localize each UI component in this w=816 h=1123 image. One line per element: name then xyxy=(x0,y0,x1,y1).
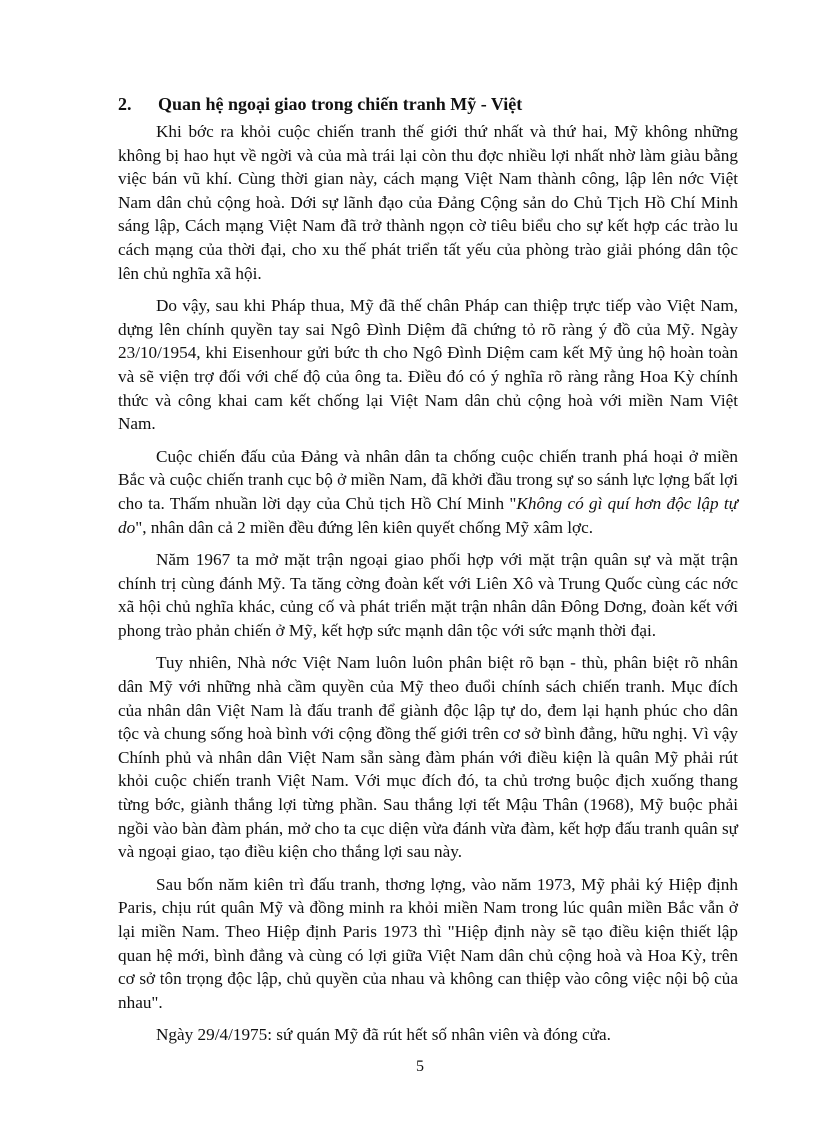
section-heading xyxy=(118,92,738,116)
paragraph-4: Năm 1967 ta mở mặt trận ngoại giao phối hợp với mặt trận quân sự và mặt trận chính trị cùng đánh Mỹ. Ta tăng cờng đoàn kết với Liên Xô và Trung Quốc cùng các nớc xã hội chủ nghĩa khác, củng cố và phát triển mặt trận nhân dân Đông Dơng, đoàn kết với phong trào phản chiến ở Mỹ, kết hợp sức mạnh dân tộc với sức mạnh thời đại. xyxy=(118,550,738,640)
paragraph-3-text: Cuộc chiến đấu của Đảng và nhân dân ta chống cuộc chiến tranh phá hoại ở miền Bắc và cuộc chiến tranh cục bộ ở miền Nam, đã khởi đầu trong sự so sánh lực lợng bất lợi cho ta. Thấm nhuần lời dạy của Chủ tịch Hồ Chí Minh " xyxy=(118,446,738,513)
page-number: 5 xyxy=(416,1058,424,1075)
paragraph-5: Tuy nhiên, Nhà nớc Việt Nam luôn luôn phân biệt rõ bạn - thù, phân biệt rõ nhân dân Mỹ với những nhà cầm quyền của Mỹ theo đuổi chính sách chiến tranh. Mục đích của nhân dân Việt Nam là đấu tranh để giành độc lập tự do, đem lại hạnh phúc cho dân tộc và chung sống hoà bình với cộng đồng thế giới trên cơ sở bình đẳng, hữu nghị. Vì vậy Chính phủ và nhân dân Việt Nam sẵn sàng đàm phán với điều kiện là quân Mỹ phải rút khỏi cuộc chiến tranh Việt Nam. Với mục đích đó, ta chủ trơng buộc địch xuống thang từng bớc, giành thắng lợi từng phần. Sau thắng lợi tết Mậu Thân (1968), Mỹ buộc phải ngồi vào bàn đàm phán, mở cho ta cục diện vừa đánh vừa đàm, kết hợp đấu tranh quân sự và ngoại giao, tạo điều kiện cho thắng lợi sau này. xyxy=(118,653,738,862)
paragraph-2: Do vậy, sau khi Pháp thua, Mỹ đã thế chân Pháp can thiệp trực tiếp vào Việt Nam, dựng lên chính quyền tay sai Ngô Đình Diệm đã chứng tỏ rõ ràng ý đồ của Mỹ. Ngày 23/10/1954, khi Eisenhour gửi bức th cho Ngô Đình Diệm cam kết Mỹ ủng hộ hoàn toàn và sẽ viện trợ đối với chế độ của ông ta. Điều đó có ý nghĩa rõ ràng rằng Hoa Kỳ chính thức và công khai cam kết chống lại Việt Nam dân chủ cộng hoà với miền Nam Việt Nam. xyxy=(118,296,738,434)
paragraph-6: Sau bốn năm kiên trì đấu tranh, thơng lợng, vào năm 1973, Mỹ phải ký Hiệp định Paris, chịu rút quân Mỹ và đồng minh ra khỏi miền Nam trong lúc quân miền Bắc vẫn ở lại miền Nam. Theo Hiệp định Paris 1973 thì "Hiệp định này sẽ tạo điều kiện thiết lập quan hệ mới, bình đẳng và cùng có lợi giữa Việt Nam dân chủ cộng hoà và Hoa Kỳ, trên cơ sở tôn trọng độc lập, chủ quyền của nhau và không can thiệp vào công việc nội bộ của nhau". xyxy=(118,874,738,1012)
body-text xyxy=(118,120,738,1056)
paragraph-3 xyxy=(118,445,738,539)
ho-chi-minh-quote: Không có gì quí hơn độc lập tự do xyxy=(118,493,738,537)
paragraph-3-ending: ", nhân dân cả 2 miền đều đứng lên kiên quyết chống Mỹ xâm lợc. xyxy=(135,517,594,537)
paragraph-1: Khi bớc ra khỏi cuộc chiến tranh thế giới thứ nhất và thứ hai, Mỹ không những không bị hao hụt về ngời và của mà trái lại còn thu đợc nhiều lợi nhất nhờ làm giàu bằng việc bán vũ khí. Cùng thời gian này, cách mạng Việt Nam thành công, lập lên nớc Việt Nam dân chủ cộng hoà. Dới sự lãnh đạo của Đảng Cộng sản do Chủ Tịch Hồ Chí Minh sáng lập, Cách mạng Việt Nam đã trở thành ngọn cờ tiêu biểu cho sự kết hợp các trào lu cách mạng của thời đại, cho xu thế phát triển tất yếu của phòng trào giải phóng dân tộc lên chủ nghĩa xã hội. xyxy=(118,122,738,283)
section-title: Quan hệ ngoại giao trong chiến tranh Mỹ - Việt xyxy=(158,94,523,114)
section-number: 2. xyxy=(118,94,132,114)
paragraph-7: Ngày 29/4/1975: sứ quán Mỹ đã rút hết số nhân viên và đóng cửa. xyxy=(156,1025,611,1045)
